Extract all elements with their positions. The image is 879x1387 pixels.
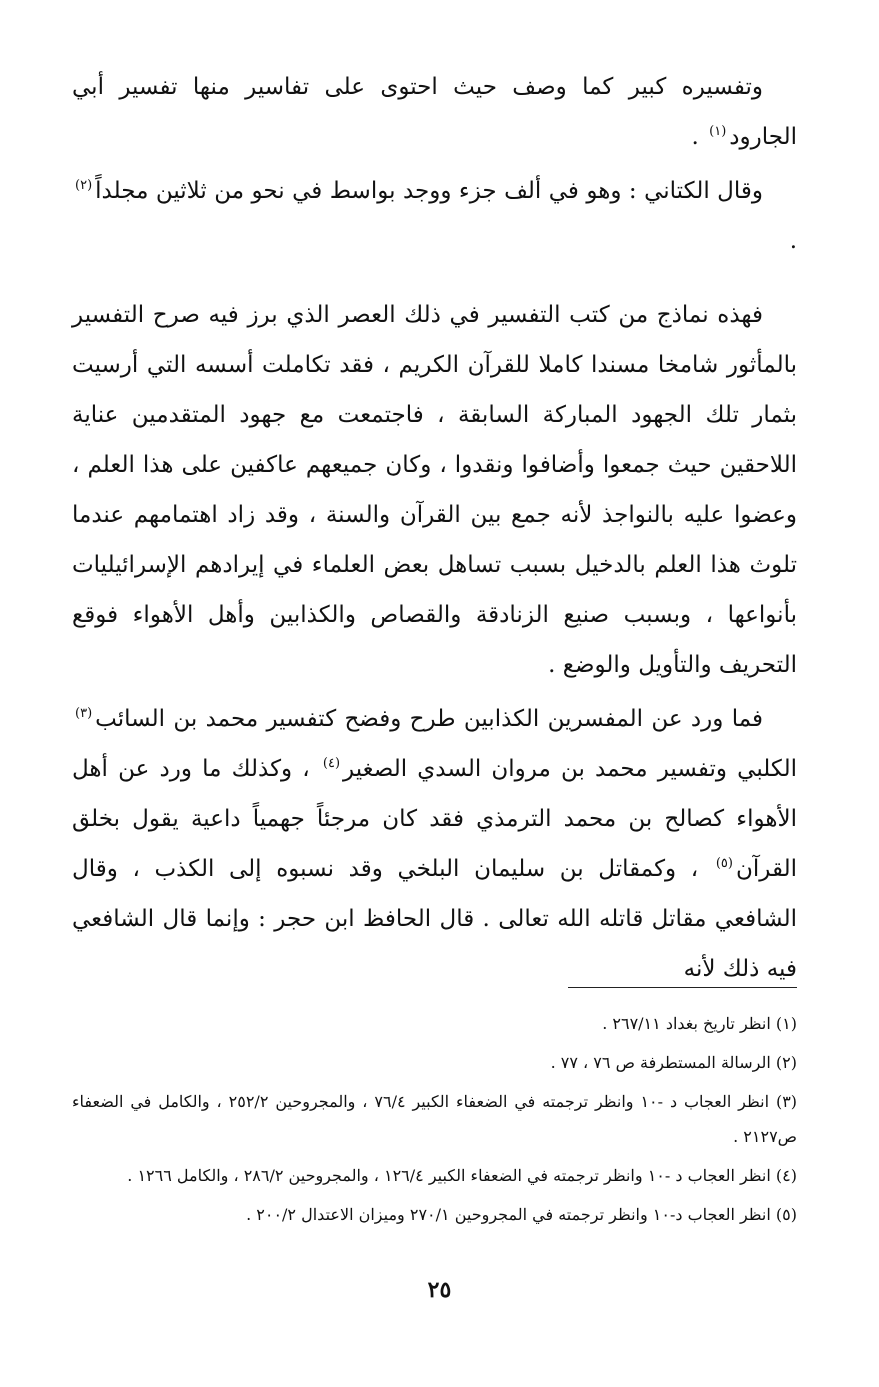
paragraph-text: فما ورد عن المفسرين الكذابين طرح وفضح كتفسير محمد بن السائب <box>95 706 763 732</box>
paragraph-text: وتفسيره كبير كما وصف حيث احتوى على تفاسير منها تفسير أبي الجارود <box>72 74 797 150</box>
footnote-reference: (١) <box>709 124 727 140</box>
footnotes <box>72 1006 797 1232</box>
paragraph-4 <box>72 694 797 994</box>
paragraph-1 <box>72 62 797 162</box>
paragraph-text: فهذه نماذج من كتب التفسير في ذلك العصر الذي برز فيه صرح التفسير بالمأثور شامخا مسندا كاملا للقرآن الكريم ، فقد تكاملت أسسه التي أرسيت بثمار تلك الجهود المباركة السابقة ، فاجتمعت مع جهود المتقدمين عناية اللاحقين حيث جمعوا وأضافوا ونقدوا ، وكان جميعهم عاكفين على هذا العلم ، وعضوا عليه بالنواجذ لأنه جمع بين القرآن والسنة ، وقد زاد اهتمامهم عندما تلوث هذا العلم بالدخيل بسبب تساهل بعض العلماء في إيرادهم الإسرائيليات بأنواعها ، وبسبب صنيع الزنادقة والقصاص والكذابين وأهل الأهواء فوقع التحريف والتأويل والوضع . <box>72 302 797 678</box>
footnote-separator <box>568 987 797 988</box>
footnote-reference: (٥) <box>715 856 733 872</box>
paragraph-end: . <box>789 228 797 254</box>
page-number: ٢٥ <box>427 1277 452 1303</box>
paragraph-2 <box>72 166 797 266</box>
footnote-5: (٥) انظر العجاب د-١٠ وانظر ترجمته في المجروحين ٢٧٠/١ وميزان الاعتدال ٢٠٠/٢ . <box>246 1205 797 1224</box>
paragraph-text: وقال الكتاني : وهو في ألف جزء ووجد بواسط في نحو من ثلاثين مجلداً <box>95 178 763 204</box>
footnote-1: (١) انظر تاريخ بغداد ٢٦٧/١١ . <box>602 1014 797 1033</box>
footnote-2: (٢) الرسالة المستطرفة ص ٧٦ ، ٧٧ . <box>550 1053 797 1072</box>
footnote-reference: (٣) <box>75 706 93 722</box>
footnote-reference: (٤) <box>322 756 341 772</box>
paragraph-3 <box>72 290 797 690</box>
paragraph-text: ، وكذلك ما ورد عن أهل الأهواء كصالح بن محمد الترمذي فقد كان مرجئاً جهمياً داعية يقول بخلق القرآن <box>72 756 797 882</box>
footnote-reference: (٢) <box>75 178 93 194</box>
paragraph-text: الكلبي وتفسير محمد بن مروان السدي الصغير <box>343 756 798 782</box>
footnote-3: (٣) انظر العجاب د -١٠ وانظر ترجمته في الضعفاء الكبير ٧٦/٤ ، والمجروحين ٢٥٢/٢ ، والكامل في الضعفاء ص٢١٢٧ . <box>72 1092 798 1146</box>
main-text <box>72 62 797 994</box>
paragraph-text: ، وكمقاتل بن سليمان البلخي وقد نسبوه إلى الكذب ، وقال الشافعي مقاتل قاتله الله تعالى . قال الحافظ ابن حجر : وإنما قال الشافعي فيه ذلك لأنه <box>72 856 797 982</box>
paragraph-end: . <box>691 124 707 150</box>
footnote-4: (٤) انظر العجاب د -١٠ وانظر ترجمته في الضعفاء الكبير ١٢٦/٤ ، والمجروحين ٢٨٦/٢ ، والكامل ١٢٦٦ . <box>127 1166 797 1185</box>
